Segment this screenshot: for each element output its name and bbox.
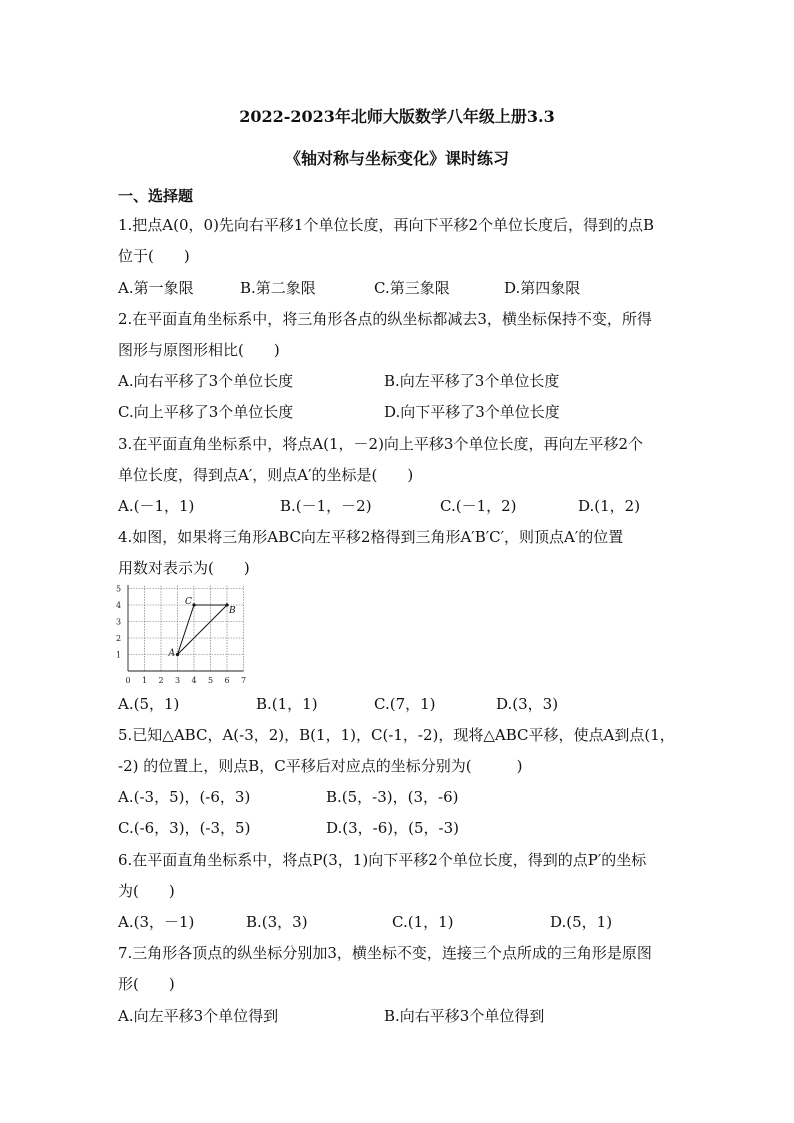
y-tick-label: 1 (116, 650, 122, 660)
q7-option-b: B.向右平移3个单位得到 (384, 1007, 545, 1025)
q2-option-d: D.向下平移了3个单位长度 (384, 403, 560, 421)
q4-option-b: B.(1，1) (256, 695, 318, 713)
q7-option-a: A.向左平移3个单位得到 (118, 1007, 279, 1025)
q2-option-a: A.向右平移了3个单位长度 (118, 372, 294, 390)
q1-option-d: D.第四象限 (504, 279, 581, 297)
question-6-line-1: 6.在平面直角坐标系中，将点P(3，1)向下平移2个单位长度，得到的点P′的坐标 (118, 851, 647, 869)
y-tick-label: 3 (116, 617, 122, 627)
question-5-line-1: 5.已知△ABC，A(-3，2)，B(1，1)，C(-1，-2)，现将△ABC平移，使点A到点(1， (118, 726, 675, 744)
question-6-line-2: 为( ) (118, 882, 175, 900)
q6-option-b: B.(3，3) (246, 913, 308, 931)
q6-option-d: D.(5，1) (550, 913, 613, 931)
x-tick-label: 4 (191, 676, 197, 685)
q5-option-c: C.(-6，3)，(-3，5) (118, 819, 251, 837)
question-4-line-1: 4.如图，如果将三角形ABC向左平移2格得到三角形A′B′C′，则顶点A′的位置 (118, 528, 624, 546)
q1-option-c: C.第三象限 (374, 279, 450, 297)
x-tick-label: 1 (142, 676, 148, 685)
vertex-point (192, 603, 195, 606)
q4-option-d: D.(3，3) (496, 695, 559, 713)
q4-option-a: A.(5，1) (118, 695, 180, 713)
q3-option-b: B.(－1，－2) (280, 497, 372, 515)
question-1-line-2: 位于( ) (118, 247, 190, 265)
x-tick-label: 2 (158, 676, 164, 685)
label-b: B (229, 606, 236, 616)
title-line-1: 2022-2023年北师大版数学八年级上册3.3 (239, 107, 555, 126)
q2-option-b: B.向左平移了3个单位长度 (384, 372, 560, 390)
coordinate-grid-figure (114, 585, 254, 689)
question-7-line-2: 形( ) (118, 975, 175, 993)
x-tick-label: 7 (241, 676, 247, 685)
x-tick-label: 0 (125, 676, 131, 685)
question-3-line-1: 3.在平面直角坐标系中，将点A(1，－2)向上平移3个单位长度，再向左平移2个 (118, 435, 644, 453)
question-2-line-2: 图形与原图形相比( ) (118, 341, 280, 359)
x-tick-label: 5 (208, 676, 214, 685)
q5-option-d: D.(3，-6)，(5，-3) (326, 819, 459, 837)
q3-option-a: A.(－1，1) (118, 497, 195, 515)
y-tick-label: 5 (116, 585, 122, 594)
vertex-point (176, 653, 179, 656)
question-7-line-1: 7.三角形各顶点的纵坐标分别加3，横坐标不变，连接三个点所成的三角形是原图 (118, 944, 652, 962)
q6-option-c: C.(1，1) (392, 913, 454, 931)
q1-option-b: B.第二象限 (240, 279, 316, 297)
y-tick-label: 2 (116, 634, 122, 643)
y-tick-label: 4 (116, 601, 122, 610)
x-tick-label: 6 (224, 676, 230, 685)
section-heading: 一、选择题 (118, 187, 194, 205)
q3-option-c: C.(－1，2) (440, 497, 517, 515)
label-c: C (185, 597, 192, 607)
x-tick-label: 3 (175, 676, 181, 685)
question-4-line-2: 用数对表示为( ) (118, 559, 250, 577)
q5-option-b: B.(5，-3)，(3，-6) (326, 788, 459, 806)
question-2-line-1: 2.在平面直角坐标系中，将三角形各点的纵坐标都减去3，横坐标保持不变，所得 (118, 310, 652, 328)
question-3-line-2: 单位长度，得到点A′，则点A′的坐标是( ) (118, 466, 414, 484)
label-a: A (168, 648, 175, 659)
q2-option-c: C.向上平移了3个单位长度 (118, 403, 294, 421)
q1-option-a: A.第一象限 (118, 279, 194, 297)
question-5-line-2: -2) 的位置上，则点B，C平移后对应点的坐标分别为( ) (118, 757, 523, 775)
triangle-abc (178, 605, 228, 655)
title-line-2: 《轴对称与坐标变化》课时练习 (284, 149, 509, 168)
q5-option-a: A.(-3，5)，(-6，3) (118, 788, 251, 806)
q3-option-d: D.(1，2) (578, 497, 641, 515)
question-1-line-1: 1.把点A(0，0)先向右平移1个单位长度，再向下平移2个单位长度后，得到的点B (118, 216, 655, 234)
q4-option-c: C.(7，1) (374, 695, 436, 713)
q6-option-a: A.(3，－1) (118, 913, 195, 931)
